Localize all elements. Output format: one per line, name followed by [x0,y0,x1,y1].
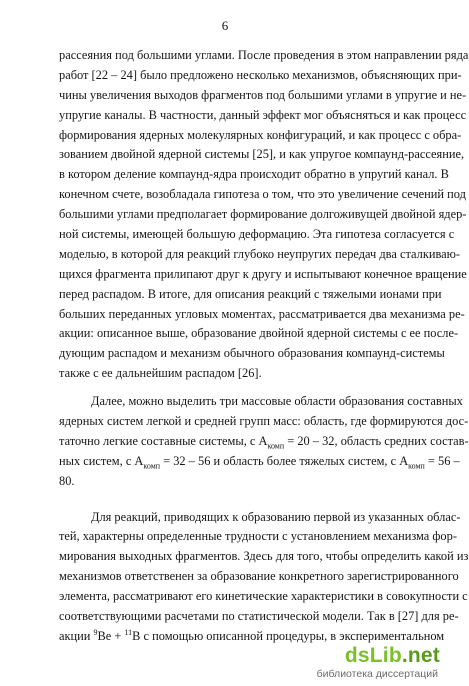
text-run: Be + [97,628,125,643]
text-run: B с помощью описанной процедуры, в экспериментальном [132,628,445,643]
text-line: зованием двойной ядерной системы [25], и как упругое компаунд-рассеяние, [59,147,465,162]
watermark-logo-left: dsLib [344,644,402,667]
text-line: перед распадом. В итоге, для описания реакций с тяжелыми ионами при [59,286,442,301]
text-line: механизмов ответственен за образование конкретного зарегистрированного [59,569,459,584]
text-line: работ [22 – 24] было предложено несколько механизмов, объясняющих при- [59,67,462,82]
text-line: также с ее дальнейшим распадом [26]. [59,366,262,381]
text-line: упругие каналы. В частности, данный эффект мог объясняться и как процесс [59,107,467,122]
superscript: 11 [124,627,133,637]
page-number: 6 [221,18,229,33]
text-line: чины увеличения выходов фрагментов под большими углами в упругие и не- [59,87,467,102]
subscript: комп [408,461,425,471]
superscript: 9 [93,627,98,637]
watermark-caption: библиотека диссертаций [316,668,438,680]
text-line: 80. [59,473,75,488]
text-line: соответствующими расчетами по статистической модели. Так в [27] для ре- [59,609,459,624]
text-line: тей, характерны определенные трудности с установлением механизма фор- [59,529,457,544]
subscript: комп [267,441,285,451]
text-line: моделью, в которой для реакций глубоко неупругих передач два сталкиваю- [59,246,461,261]
text-line: мирования выходных фрагментов. Здесь для того, чтобы определить какой из [59,549,469,564]
text-line: рассеяния под большими углами. После проведения в этом направлении ряда [59,48,469,62]
text-line: в котором деление компаунд-ядра происходит обратно в упругий канал. В [59,167,449,182]
text-run: = 32 – 56 и область более тяжелых систем, с A [160,453,409,468]
text-line: элемента, рассматривают его кинетические характеристики в совокупности с [59,589,468,604]
text-line: большими углами предполагает формирование долгоживущей двойной ядер- [59,207,467,222]
text-line: формирования ядерных молекулярных конфигураций, и как процесс с обра- [59,127,462,142]
dslib-watermark[interactable] [312,644,442,680]
text-line [59,432,469,452]
text-line: дующим распадом и механизм обычного образования компаунд-системы [59,346,445,361]
text-line [59,452,460,472]
text-line: акции: описанное выше, образование двойной ядерной системы с ее после- [59,326,459,341]
subscript: комп [143,461,161,471]
text-run: = 20 – 32, область средних состав- [284,433,469,448]
text-line: ядерных систем легкой и средней групп масс: область, где формируются дос- [59,414,469,429]
text-line: Далее, можно выделить три массовые области образования составных [91,394,463,409]
text-line: щихся фрагмента прилипают друг к другу и испытывают конечное вращение [59,266,467,281]
watermark-logo [345,644,440,668]
text-run: акции [59,628,94,643]
text-line: конечном счете, возобладала гипотеза о том, что это увеличение сечений под [59,187,466,202]
text-run: таточно легкие составные системы, с A [59,433,268,448]
body-text [59,46,469,647]
text-run: = 56 – [424,453,460,468]
watermark-logo-right: .net [401,644,440,667]
text-run: ных систем, с A [59,453,144,468]
text-line: больших переданных угловых моментах, рассматривается два механизма ре- [59,306,465,321]
text-line: ной системы, имеющей большую деформацию. Эта гипотеза согласуется с [59,227,455,242]
text-line: Для реакций, приводящих к образованию первой из указанных облас- [91,509,461,524]
